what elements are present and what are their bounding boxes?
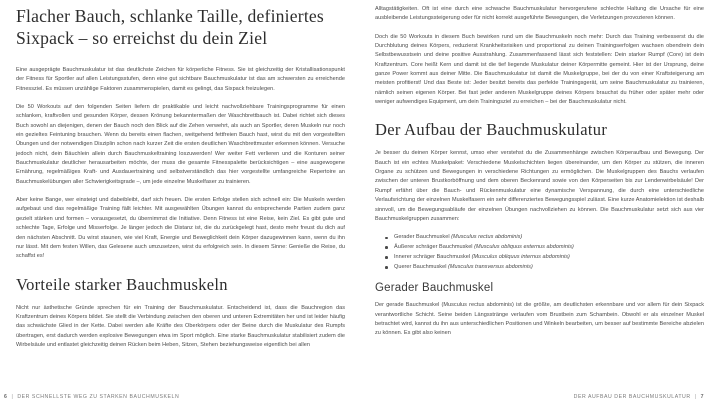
paragraph: Doch die 50 Workouts in diesem Buch bewirken rund um die Bauchmuskeln noch mehr: Durch das Training verbesserst du die Durchblutung deines Körpers, reduzierst Krankheitsrisiken und proportional zu deinen Trainingserfolgen wachsen obendrein dein Selbstbewusstsein und deine positive Ausstrahlung. Zusammenfassend lässt sich feststellen: Dein starker Rumpf (Core) ist dein Kraftzentrum. Core heißt Kern und damit ist die tief liegende Muskulatur deiner Körpermitte gemeint. Hier ist der Ursprung, deine ganze Power kommt aus deiner Mitte. Die Bauchmuskulatur ist damit die Muskelgruppe, bei der du von einer Kraftsteigerung am meisten profitierst! Und das Beste ist: Jeder besitzt bereits das perfekte Trainingsgerät, um seine Bauchmuskulatur zu trainieren, nämlich seinen eigenen Körper. Bei fast jeder anderen Muskelgruppe deines Körpers brauchst du früher oder später mehr oder weniger aufwendiges Equipment, um dein Trainingsziel zu erreichen – bei der Bauchmuskulatur nicht. — [375, 33, 704, 106]
bullet-icon — [385, 256, 388, 259]
right-page — [360, 0, 720, 410]
subsection-heading-gerader-bauchmuskel: Gerader Bauchmuskel — [375, 282, 494, 295]
running-head: DER AUFBAU DER BAUCHMUSKULATUR — [573, 394, 691, 400]
muscle-group-list — [375, 233, 704, 272]
page-number: 7 — [700, 394, 704, 400]
paragraph: Die 50 Workouts auf den folgenden Seiten liefern dir praktikable und leicht nachvollziehbare Trainingsprogramme für einen schlanken, kraftvollen und gesunden Körper, dessen Krönung bekanntermaßen der Waschbrettbauch ist. Dabei richtet sich dieses Buch sowohl an diejenigen, denen der Bauch noch den Blick auf die Zehen verwehrt, als auch an Sportler, deren Muskeln nur noch ein gezieltes Feintuning brauchen. Wenn du bereits einen flachen, weitgehend fettfreien Bauch hast, wirst du mit den vorgestellten Übungen und der notwendigen Disziplin schon nach kurzer Zeit die ersten deutlichen Waschbrettmuster erkennen können. Versuche jedoch nicht, dein Bäuchlein allein durch Bauchmuskeltraining loszuwerden! Wer weiter Fett verlieren und die Konturen seiner Bauchmuskulatur deutlicher herausarbeiten möchte, der muss die gesamte Fitnesspalette berücksichtigen – eine ausgewogene Ernährung, regelmäßiges Kraft- und Ausdauertraining und selbstverständlich das hier vorgestellte umfangreiche Repertoire an Bauchmuskelübungen aller Schwierigkeitsgrade –, um jede einzelne Muskelfaser zu trainieren. — [16, 104, 345, 185]
footer-separator: | — [694, 394, 697, 400]
page-title: Flacher Bauch, schlanke Taille, definiertes Sixpack – so erreichst du dein Ziel — [16, 6, 324, 48]
muscle-name: Äußerer schräger Bauchmuskel — [394, 243, 475, 250]
paragraph: Alltagstätigkeiten. Oft ist eine durch eine schwache Bauchmuskulatur hervorgerufene schlechte Haltung die Ursache für eine ausbleibende Leistungssteigerung oder für nicht korrekt ausgeführte Bewegungen, die Verletzungen provozieren können. — [375, 6, 704, 22]
right-page-content — [375, 0, 704, 339]
paragraph: Nicht nur ästhetische Gründe sprechen für ein Training der Bauchmuskulatur. Entscheidend ist, dass die Bauchregion das Kraftzentrum deines Körpers bildet. Sie stellt die Verbindung zwischen den oberen und unteren Extremitäten her und ist leider häufig das schwächste Glied in der Kette. Dabei werden alle Kräfte des Oberkörpers oder der Beine durch die Muskulatur des Rumpfs übertragen, erst dadurch werden explosive Bewegungen etwa im Sport möglich. Eine starke Bauchmuskulatur stabilisiert zudem die Wirbelsäule und entlastet gleichzeitig deinen Rücken beim Heben, Sitzen, Stehen beziehungsweise eigentlich bei allen — [16, 304, 345, 348]
paragraph: Eine ausgeprägte Bauchmuskulatur ist das deutlichste Zeichen für körperliche Fitness. Sie ist gleichzeitig der Kristallisationspunkt der Fitness für Sportler auf allen Leistungsstufen, denn eine gut sichtbare Bauchmuskulatur ist das am schwersten zu erreichende Fitnessziel. Es müssen unzählige Faktoren zusammenspielen, damit es gelingt, das Sixpack freizulegen. — [16, 67, 345, 92]
muscle-latin: (Musculus rectus abdominis) — [451, 234, 523, 241]
list-item — [385, 233, 704, 243]
muscle-latin: (Musculus obliquus internus abdominis) — [471, 253, 570, 260]
running-head: DER SCHNELLSTE WEG ZU STARKEN BAUCHMUSKELN — [17, 394, 180, 400]
paragraph: Je besser du deinen Körper kennst, umso eher verstehst du die Zusammenhänge zwischen Körperaufbau und Bewegung. Der Bauch ist ein echtes Muskelpaket: Verschiedene Muskelschichten liegen übereinander, um den Körper zu stützen, die inneren Organe zu schützen und Bewegungen in verschiedene Richtungen zu ermöglichen. Die Muskelgruppen des Bauchs verlaufen zwischen der unteren Brustkorböffnung und dem oberen Beckenrand sowie von den Körperseiten bis zur Lendenwirbelsäule! Der Rumpf erfährt über die Bauch- und Rückenmuskulatur eine dynamische Verspannung, die durch eine unterschiedliche Verlaufsrichtung der einzelnen Muskelfasern ein sehr differenziertes Bewegungsspiel zulässt. Eine kurze Anatomielektion ist deshalb sinnvoll, um die Bewegungsabläufe der einzelnen Übungen nachvollziehen zu können. Die Bauchmuskulatur setzt sich aus vier Bauchmuskelgruppen zusammen: — [375, 150, 704, 222]
footer-left — [4, 394, 179, 400]
list-item — [385, 263, 704, 273]
muscle-latin: (Musculus obliquus externus abdominis) — [474, 243, 574, 250]
bullet-icon — [385, 237, 388, 240]
muscle-name: Innerer schräger Bauchmuskel — [394, 253, 472, 260]
muscle-name: Querer Bauchmuskel — [394, 263, 449, 270]
left-page-content — [16, 0, 345, 350]
section-heading-aufbau: Der Aufbau der Bauchmuskulatur — [375, 120, 608, 140]
paragraph: Aber keine Bange, wer einsteigt und dabeibleibt, darf sich freuen. Die ersten Erfolge stellen sich schnell ein: Die Muskeln werden aufgebaut und das regelmäßige Training fällt leichter. Mit ausgewählten Übungen kannst du entsprechende Partien zudem ganz gezielt stärken und formen – vorausgesetzt, du übernimmst die Initiative. Denn Fitness ist eine Reise, kein Ziel. Es gibt gute und schlechte Tage, Erfolge und Misserfolge. Je länger jedoch die Distanz ist, die du zurückgelegt hast, desto mehr freust du dich auf den nächsten Abschnitt. Du wirst staunen, wie viel Kraft, Energie und Beweglichkeit dein Körper dazugewinnen kann, wenn du ihn nur lässt. Mit dem festen Willen, das Gelesene auch umzusetzen, wirst du erfolgreich sein. In diesem Sinne: Genieße die Reise, du schaffst es! — [16, 197, 345, 260]
list-item — [385, 243, 704, 253]
muscle-latin: (Musculus transversus abdominis) — [448, 263, 533, 270]
page-number: 6 — [4, 394, 8, 400]
section-heading-vorteile: Vorteile starker Bauchmuskeln — [16, 274, 228, 294]
footer-separator: | — [11, 394, 14, 400]
muscle-name: Gerader Bauchmuskel — [394, 234, 452, 241]
bullet-icon — [385, 246, 388, 249]
list-item — [385, 253, 704, 263]
bullet-icon — [385, 266, 388, 269]
paragraph: Der gerade Bauchmuskel (Musculus rectus abdominis) ist die größte, am deutlichsten erkennbare und vor allem für dein Sixpack verantwortliche Schicht. Seine beiden Längsstränge verlaufen vom Brustbein zum Schambein. Obwohl er als einzelner Muskel betrachtet wird, kannst du ihn aus unterschiedlichen Positionen und Winkeln bearbeiten, um besser auf bestimmte Bereiche abzielen zu können. Es gibt also keinen — [375, 302, 704, 337]
footer-right — [574, 394, 704, 400]
